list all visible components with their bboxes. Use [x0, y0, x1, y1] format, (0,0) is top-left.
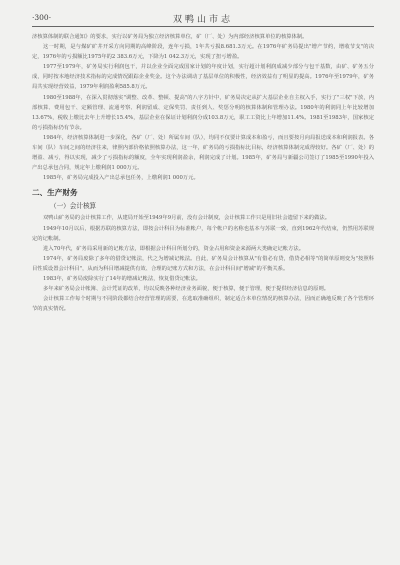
page-number: ·300·	[32, 13, 52, 22]
paragraph: 这一时期，是与煤矿矿井开采方向同期的高峰阶段，连年亏损，1年共亏损8.681.3万元。在1976年矿务局提出"增产节约，增收节支"的决定，1976年的亏损额比1975年的2 383.6万元，下降为1 042.3万元，实现了扭亏增盈。	[32, 44, 374, 61]
paragraph: 1983年，矿务局废除实行了14年的增减记帐法，恢复借贷记帐法。	[43, 275, 201, 282]
paragraph: 济核算体制的联合通知》的要求，实行以矿务局为独立经济核算单位，矿（厂、处）为内部经济核算单位的核算体制。	[32, 34, 308, 40]
paragraph: 会计核算工作每个时期与不同阶段都结合经营管理的需要，在选取准确组织，制定适合本单位情况的核算办法，因而正确地反映了各个管理环节的真实情况。	[32, 296, 374, 313]
book-title: 双鸭山市志	[172, 15, 233, 25]
paragraph: 1984年，经济核算体制进一步深化，各矿（厂、处）所属车间（队），均同不仅要计算成本和盈亏，而且要按月向局报送成本和利润报表。各车间（队）车间之间的经济往来，律照内部价格依照核算办法，这一年，矿务局的亏损指标比目标，经济核算体制完成得较好。各矿（厂、处）的增盈、减亏，得以实现，减少了亏损指标的额度，全年实现利润盈余，利润完成了计划。1985年，矿务局与新疆公司签订了1985至1990年投入产出总承包合同，规定年上缴利润1 000万元。	[32, 134, 374, 172]
section-heading: 二、生产财务	[32, 188, 78, 198]
paragraph: 1980至1988年，在深入贯彻落实"调整、改革、整顿、提高"的八字方针中，矿务局决定从扩大基层企业自主权入手，实行了"三权"下放，内部核算、费用包干、定额管理、流通考察、利润留成、定保奖罚、责任到人、奖惩分明的核算体制和管理办法。1980年的利润同上年比较增加13.67%，税收上缴比去年上升增长15.4%，基层企业在保证计划利润分成103.8万元，职工工资比上年增加11.4%。1981至1983年，国家核定的亏损指标仍有节余。	[32, 94, 374, 131]
paragraph: 双鸭山矿务局的会计核算工作，从建局开始至1949年9月前，没有会计制度，会计核算工作只是用旧社会遗留下来的做法。	[43, 215, 330, 222]
paragraph: 多年来矿务局会计帐簿、会计凭证的改革，均以反映各种经济业务面貌，便于核算，便于管理，便于提供经济信息的原则。	[43, 286, 330, 293]
paragraph: 1974年，矿务局废除了多年的借贷记帐法，代之为增减记帐法。自此，矿务局会计核算从"有借必有贷，借贷必相等"的简单原则变为"按照科目性质设置会计科目"，从而为科目增减提供有效、合理的记账方式和方法，在会计科目间"增减"的平衡关系。	[32, 255, 374, 272]
page-header	[32, 10, 374, 27]
subsection-heading: （一）会计核算	[50, 202, 97, 211]
page-body	[32, 32, 374, 314]
paragraph: 1949年10月以后，根据苏联的核算方法，即按会计科目为标准帐户，每个帐户的名称也基本与苏联一致，直到1962年代结束，仍然用苏联规定的记帐制。	[32, 225, 374, 242]
paragraph: 进入70年代，矿务局采用新的记帐方法，即根据会计科目所划分的，资金占用和资金来源两大类确定记帐方法。	[43, 245, 304, 252]
paragraph: 1977至1979年，矿务局实行利润包干，并以企业全面完成国家计划的年度计划，实行超计划利润成减少部分与包干基数，由矿、矿务五分成，同时按本地经济技术指标的完成情况跟踪企业奖金。这个办法调动了基层单位的积极性，经济效益有了明显的提高。1976年至1979年，矿务局共实现经营效益，1979年利润盈利585.8万元。	[32, 64, 374, 91]
paragraph: 1985年，矿务局完成投入产出总承包任务，上缴利润1 000万元。	[43, 175, 199, 182]
